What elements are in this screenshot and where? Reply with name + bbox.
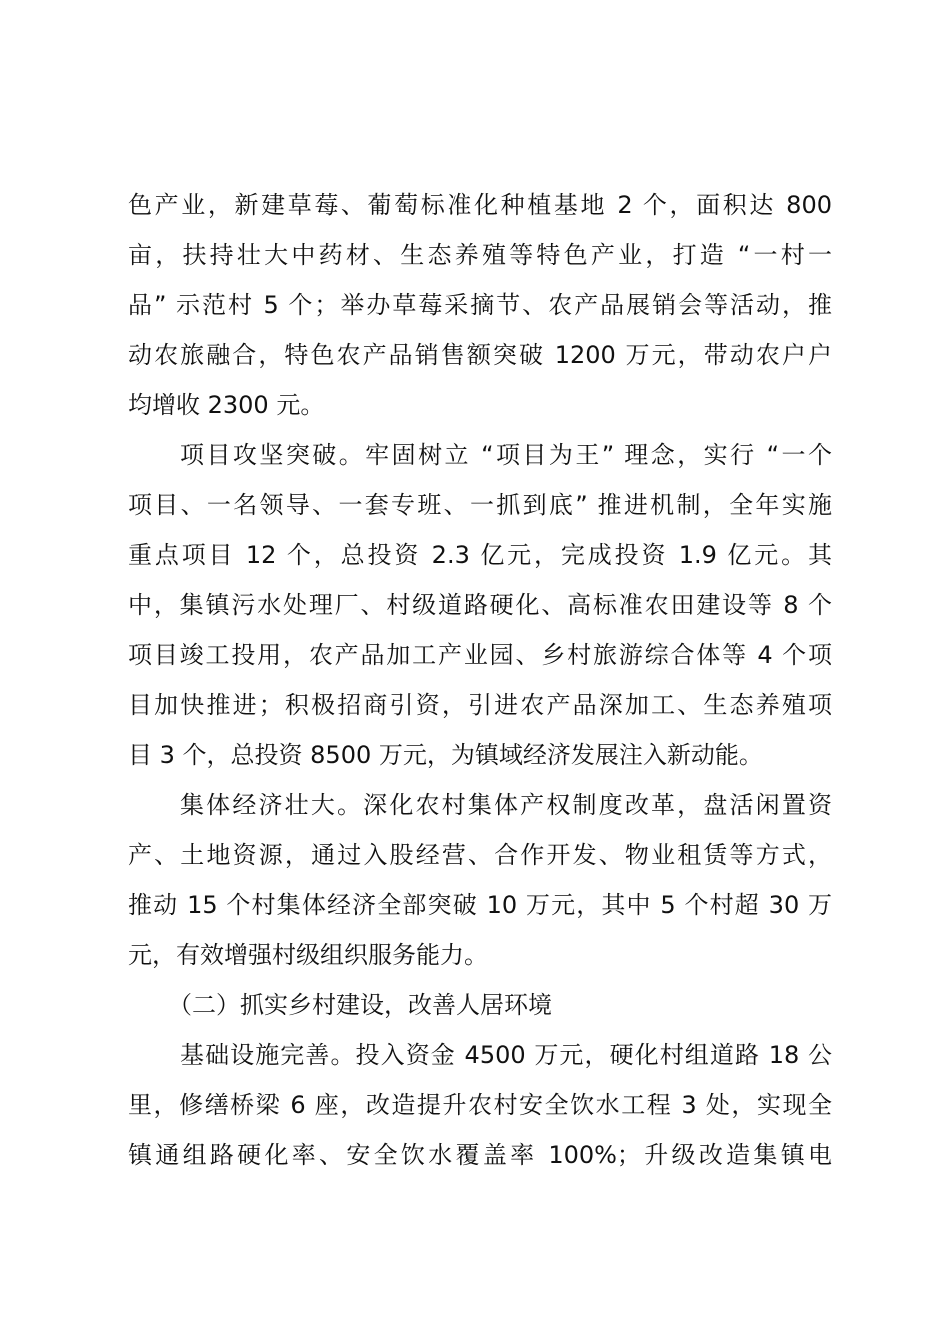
text-line: 重点项目 12 个，总投资 2.3 亿元，完成投资 1.9 亿元。其: [128, 541, 832, 569]
text-line: 里，修缮桥梁 6 座，改造提升农村安全饮水工程 3 处，实现全: [128, 1091, 832, 1119]
section-heading: （二）抓实乡村建设，改善人居环境: [168, 991, 552, 1019]
text-line: 均增收 2300 元。: [128, 391, 325, 419]
text-line: 基础设施完善。投入资金 4500 万元，硬化村组道路 18 公: [180, 1041, 832, 1069]
document-body: [128, 180, 838, 1180]
text-line: 中，集镇污水处理厂、村级道路硬化、高标准农田建设等 8 个: [128, 591, 832, 619]
text-line: 品” 示范村 5 个；举办草莓采摘节、农产品展销会等活动，推: [128, 291, 832, 319]
paragraph-characteristic-industry: [128, 180, 838, 430]
text-line: 项目竣工投用，农产品加工产业园、乡村旅游综合体等 4 个项: [128, 641, 832, 669]
text-line: 目加快推进；积极招商引资，引进农产品深加工、生态养殖项: [128, 691, 832, 719]
text-line: 镇通组路硬化率、安全饮水覆盖率 100%；升级改造集镇电: [128, 1141, 832, 1169]
text-line: 项目攻坚突破。牢固树立 “项目为王” 理念，实行 “一个: [180, 441, 832, 469]
text-line: 元，有效增强村级组织服务能力。: [128, 941, 488, 969]
text-line: 动农旅融合，特色农产品销售额突破 1200 万元，带动农户户: [128, 341, 832, 369]
text-line: 色产业，新建草莓、葡萄标准化种植基地 2 个，面积达 800: [128, 191, 832, 219]
text-line: 项目、一名领导、一套专班、一抓到底” 推进机制，全年实施: [128, 491, 832, 519]
paragraph-infrastructure: [128, 1030, 838, 1180]
paragraph-project-breakthrough: [128, 430, 838, 780]
text-line: 推动 15 个村集体经济全部突破 10 万元，其中 5 个村超 30 万: [128, 891, 832, 919]
text-line: 产、土地资源，通过入股经营、合作开发、物业租赁等方式，: [128, 841, 832, 869]
text-line: 集体经济壮大。深化农村集体产权制度改革，盘活闲置资: [180, 791, 832, 819]
text-line: 目 3 个，总投资 8500 万元，为镇域经济发展注入新动能。: [128, 741, 763, 769]
paragraph-collective-economy: [128, 780, 838, 980]
text-line: 亩，扶持壮大中药材、生态养殖等特色产业，打造 “一村一: [128, 241, 832, 269]
